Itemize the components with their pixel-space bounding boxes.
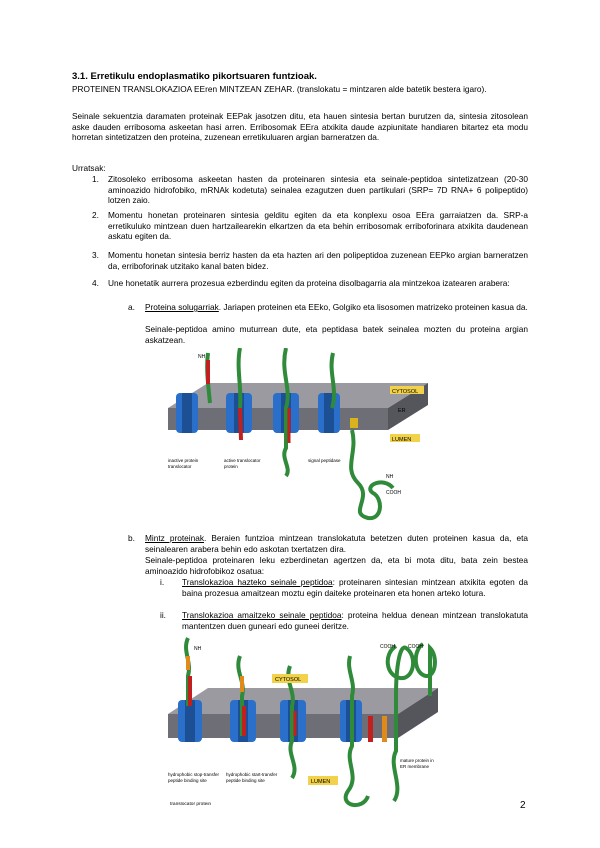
signal-peptidase-label: signal peptidase <box>308 458 341 463</box>
polypeptide-chain <box>284 348 287 476</box>
sub-item-b <box>145 533 528 554</box>
translocator-protein <box>178 700 202 742</box>
page-number: 2 <box>520 800 526 811</box>
term-soluble-proteins: Proteina solugarriak <box>145 302 219 312</box>
cooh-label: COOH <box>380 644 395 650</box>
inserted-signal <box>382 716 387 742</box>
cytosol-label: CYTOSOL <box>275 677 302 683</box>
sub-item-a-text2: Seinale-peptidoa amino muturrean dute, eta peptidasa batek seinalea mozten du proteina argian askatzean. <box>145 324 528 345</box>
translocator-inactive <box>176 393 198 433</box>
signal-peptidase <box>350 418 358 428</box>
start-transfer-site-label: hydrophobic start-transfer peptide binding site <box>226 772 278 783</box>
sub-item-b-text2: Seinale-peptidoa proteinaren leku ezberdinetan agertzen da, eta bi mota ditu, bata zein bestea aminoazido hidrofobikoz osatua: <box>145 555 528 576</box>
subheading-paragraph: PROTEINEN TRANSLOKAZIOA EEren MINTZEAN ZEHAR. (translokatu = mintzaren alde batetik bestera igaro). <box>72 84 487 94</box>
step-number: 2. <box>92 210 99 220</box>
cooh-label: COOH <box>408 644 423 650</box>
term-stop-transfer: Translokazioa amaitzeko seinale peptidoa <box>182 610 342 620</box>
nh2-label: NH <box>198 354 206 360</box>
inserted-signal <box>368 716 373 742</box>
cooh-label: COOH <box>386 490 401 496</box>
inactive-translocator-label: inactive protein translocator <box>168 458 199 469</box>
step-text: Zitosoleko erribosoma askeetan hasten da proteinaren sintesia eta seinale-peptidoa sintetizatzean (20-30 aminoazido hidrofobiko, mRNAk kodetuta) seinalea ezagutzen duen partikulari (SRP= 7D RNA+ 6 polipeptido) lotzen zaio. <box>108 174 528 206</box>
sub-item-letter: a. <box>128 302 135 312</box>
sub-item-a-text: . Jariapen proteinen eta EEko, Golgiko eta lisosomen matrizeko proteinen kasua da. <box>218 302 528 312</box>
step-text: Momentu honetan sintesia berriz hasten da eta hazten ari den polipeptidoa zuzenean EEPko argian barneratzen da, erriboforinak utzitako kanal baten bidez. <box>108 250 528 271</box>
signal-peptide <box>206 360 210 384</box>
signal-peptide <box>240 408 241 440</box>
sub-sub-number: i. <box>160 577 165 587</box>
lumen-label: LUMEN <box>392 437 412 443</box>
mature-protein-label: mature protein in ER membrane <box>400 758 434 769</box>
step-text: Momentu honetan proteinaren sintesia gelditu egiten da eta konplexu osoa EEra garraiatzen da. SRP-a erretikuluko mintzean duen hartzailearekin elkartzen da eta behin erribosomak erriboforinara atxikita daudenean askatu egiten da. <box>108 210 528 242</box>
nh2-lumen-label: NH <box>386 474 394 480</box>
term-membrane-proteins: Mintz proteinak <box>145 533 204 543</box>
membrane-protein-translocation-figure <box>168 636 438 818</box>
translocator-label: translocator protein <box>170 802 212 807</box>
nh2-label: NH <box>194 646 202 652</box>
sub-sub-item <box>182 577 528 598</box>
er-label: ER <box>398 408 406 414</box>
sub-sub-item <box>182 610 528 631</box>
step-number: 4. <box>92 278 99 288</box>
sub-item-letter: b. <box>128 533 135 543</box>
sub-sub-text: : proteinaren sintesian mintzean atxikita egoten da baina prozesua amaitzean moztu egin daiteke proteinaren eta honen arteko lotura. <box>182 577 528 598</box>
cytosol-label: CYTOSOL <box>392 389 419 395</box>
polypeptide-chain <box>239 348 241 408</box>
sub-sub-number: ii. <box>160 610 166 620</box>
lumen-label: LUMEN <box>311 779 331 785</box>
polypeptide-chain <box>332 353 334 408</box>
steps-label: Urratsak: <box>72 163 106 173</box>
soluble-protein-translocation-figure <box>168 348 428 528</box>
active-translocator-label: active translocator protein <box>224 458 261 469</box>
sub-sub-text: : proteina heldua denean mintzean translokatuta mantentzen duen guneari edo guneei deritze. <box>182 610 528 631</box>
step-text: Une honetatik aurrera prozesua ezberdindu egiten da proteina disolbagarria ala mintzekoa izatearen arabera: <box>108 278 510 288</box>
translocator-inactive <box>318 393 340 433</box>
term-start-transfer: Translokazioa hazteko seinale peptidoa <box>182 577 333 587</box>
sub-item-a <box>145 302 528 313</box>
sub-item-b-text: . Beraien funtzioa mintzean translokatuta betetzen duten proteinen kasua da, eta seinalearen arabera behin edo askotan txertatzen dira. <box>145 533 528 554</box>
step-number: 3. <box>92 250 99 260</box>
intro-paragraph: Seinale sekuentzia daramaten proteinak EEPak jasotzen ditu, eta hauen sintesia bertan burutzen da, sintesia zitosolean aske dauden erribosoma askeetan hasi arren. Erribosomak EEra atxikita daude azpiunitate handiaren bitartez eta modu horretan sintetizatzen den proteina, zuzenean erretikuluaren argian barneratzen da. <box>72 111 528 143</box>
stop-transfer-site-label: hydrophobic stop-transfer peptide binding site <box>168 772 220 783</box>
section-heading: 3.1. Erretikulu endoplasmatiko pikortsuaren funtzioak. <box>72 71 317 82</box>
step-number: 1. <box>92 174 99 184</box>
